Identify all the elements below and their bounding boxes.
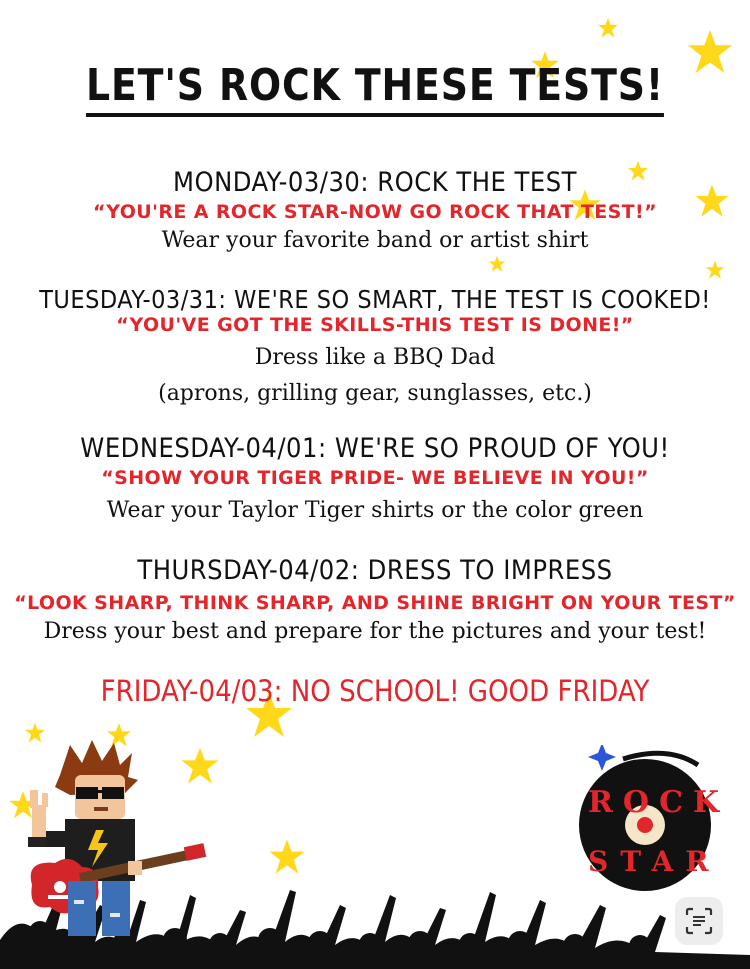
text-scan-button[interactable]	[675, 897, 723, 945]
badge-rock-text: ROCK	[588, 785, 730, 820]
tuesday-detail: Dress like a BBQ Dad	[254, 345, 496, 370]
wednesday-heading: WEDNESDAY-04/01: WE'RE SO PROUD OF YOU!	[80, 433, 670, 464]
rock-star-record-logo	[568, 745, 730, 895]
friday-note: FRIDAY-04/03: NO SCHOOL! GOOD FRIDAY	[100, 674, 650, 708]
text-scan-icon	[684, 906, 714, 936]
tuesday-detail-2: (aprons, grilling gear, sunglasses, etc.)	[158, 381, 592, 406]
thursday-detail: Dress your best and prepare for the pictures and your test!	[43, 619, 707, 644]
thursday-heading: THURSDAY-04/02: DRESS TO IMPRESS	[137, 555, 613, 586]
wednesday-detail: Wear your Taylor Tiger shirts or the color green	[106, 498, 644, 523]
monday-heading: MONDAY-03/30: ROCK THE TEST	[173, 167, 577, 198]
star-icon	[705, 260, 725, 280]
rock-guitarist-illustration	[10, 735, 210, 940]
monday-detail: Wear your favorite band or artist shirt	[161, 228, 589, 253]
star-icon	[488, 255, 506, 273]
monday-quote: “YOU'RE A ROCK STAR-NOW GO ROCK THAT TEST!”	[93, 201, 657, 223]
badge-star-text: STAR	[588, 845, 721, 878]
page-title: LET'S ROCK THESE TESTS!	[53, 60, 698, 117]
tuesday-heading: TUESDAY-03/31: WE'RE SO SMART, THE TEST IS COOKED!	[39, 285, 711, 314]
tuesday-quote: “YOU'VE GOT THE SKILLS-THIS TEST IS DONE!”	[116, 314, 634, 336]
thursday-quote: “LOOK SHARP, THINK SHARP, AND SHINE BRIGHT ON YOUR TEST”	[14, 592, 736, 614]
wednesday-quote: “SHOW YOUR TIGER PRIDE- WE BELIEVE IN YOU!”	[101, 467, 649, 489]
star-icon	[597, 17, 619, 39]
